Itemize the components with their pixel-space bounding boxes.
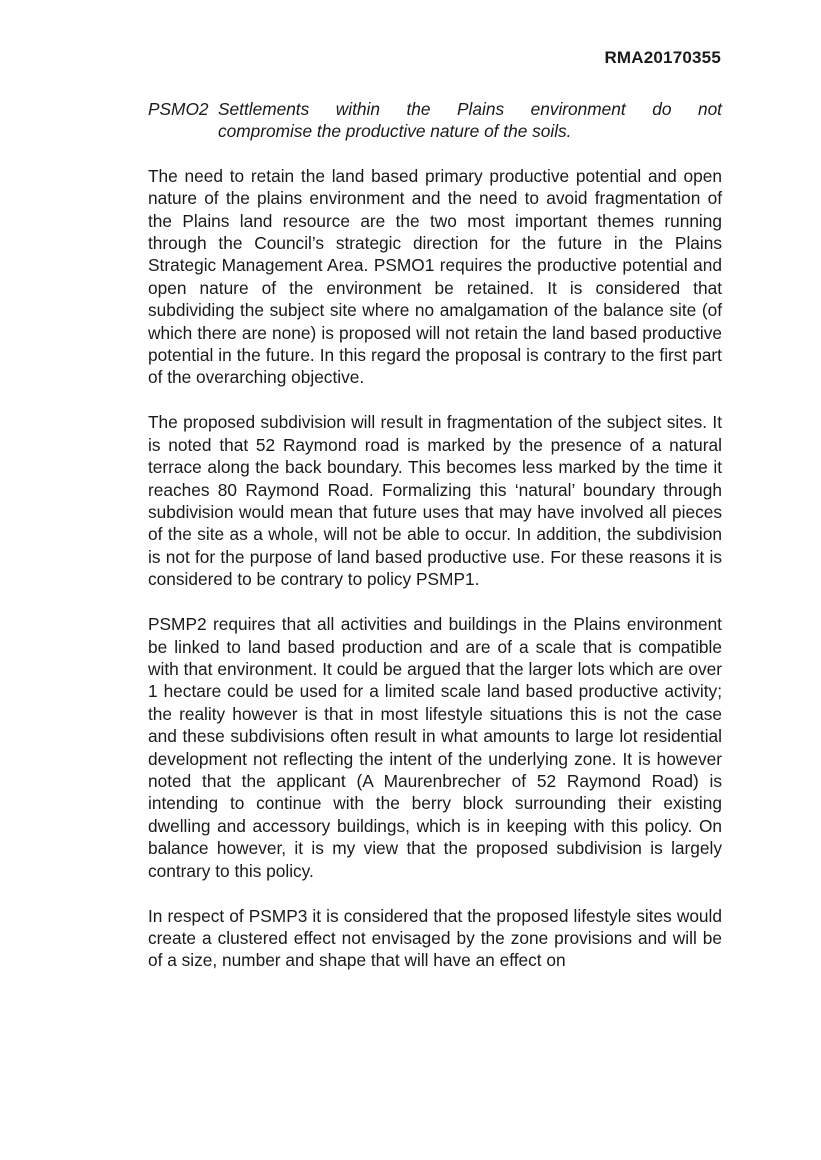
objective-text-line-1: Settlements within the Plains environment do not (218, 99, 722, 119)
objective-text (218, 98, 722, 143)
paragraph-psmp2: PSMP2 requires that all activities and buildings in the Plains environment be linked to land based production and are of a scale that is compatible with that environment. It could be argued that the larger lots which are over 1 hectare could be used for a limited scale land based productive activity; the reality however is that in most lifestyle situations this is not the case and these subdivisions often result in what amounts to large lot residential development not reflecting the intent of the underlying zone. It is however noted that the applicant (A Maurenbrecher of 52 Raymond Road) is intending to continue with the berry block surrounding their existing dwelling and accessory buildings, which is in keeping with this policy. On balance however, it is my view that the proposed subdivision is largely contrary to this policy. (148, 614, 722, 881)
objective-text-line-2: compromise the productive nature of the soils. (218, 121, 572, 142)
objective-code: PSMO2 (148, 99, 209, 119)
paragraph-strategic-direction: The need to retain the land based primary productive potential and open nature of the plains environment and the need to avoid fragmentation of the Plains land resource are the two most important themes running through the Council’s strategic direction for the future in the Plains Strategic Management Area. PSMO1 requires the productive potential and open nature of the environment be retained. It is considered that subdividing the subject site where no amalgamation of the balance site (of which there are none) is proposed will not retain the land based productive potential in the future. In this regard the proposal is contrary to the first part of the overarching objective. (148, 165, 722, 388)
policy-objective (148, 98, 722, 143)
document-body (148, 98, 722, 994)
paragraph-fragmentation: The proposed subdivision will result in fragmentation of the subject sites. It is noted that 52 Raymond road is marked by the presence of a natural terrace along the back boundary. This becomes less marked by the time it reaches 80 Raymond Road. Formalizing this ‘natural’ boundary through subdivision would mean that future uses that may have involved all pieces of the site as a whole, will not be able to occur. In addition, the subdivision is not for the purpose of land based productive use. For these reasons it is considered to be contrary to policy PSMP1. (148, 412, 722, 590)
document-reference: RMA20170355 (604, 48, 721, 67)
paragraph-psmp3: In respect of PSMP3 it is considered that the proposed lifestyle sites would create a clustered effect not envisaged by the zone provisions and will be of a size, number and shape that will have an effect on (148, 905, 722, 971)
